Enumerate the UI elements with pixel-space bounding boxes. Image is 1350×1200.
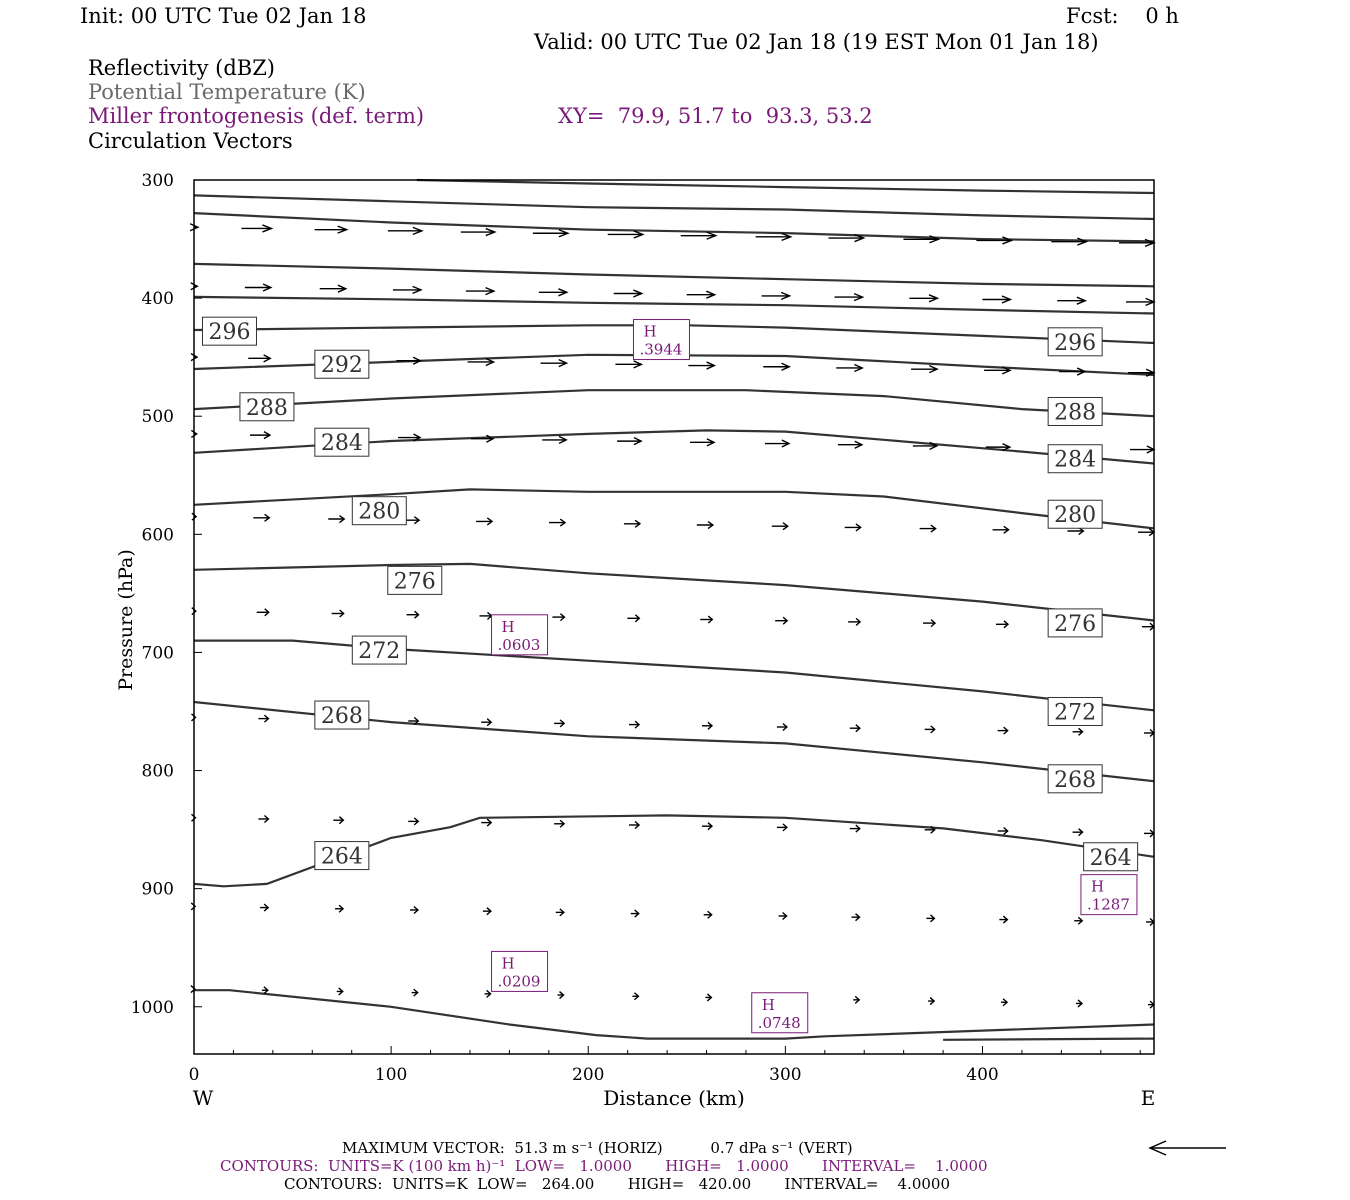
y-tick-label: 500: [141, 407, 174, 428]
wind-vector: [998, 827, 1008, 834]
frontogenesis-max-symbol: H: [501, 954, 515, 973]
wind-vector: [250, 432, 270, 439]
wind-vector: [257, 609, 269, 616]
wind-vector: [925, 726, 935, 733]
contour-label-276: 276: [393, 569, 436, 595]
wind-vector: [1076, 1000, 1082, 1007]
contour-label-272: 272: [358, 639, 401, 665]
wind-vector: [539, 289, 567, 296]
wind-vector: [852, 914, 860, 921]
y-tick-label: 300: [141, 171, 174, 191]
wind-vector: [779, 912, 787, 919]
wind-vector: [554, 720, 564, 727]
contour-label-280: 280: [1054, 503, 1097, 529]
wind-vector: [1059, 368, 1085, 375]
theta-contour-280: [194, 489, 1154, 528]
wind-vector: [1146, 918, 1154, 925]
contour-label-288: 288: [1054, 400, 1097, 426]
wind-vector: [1142, 623, 1154, 630]
wind-vector: [777, 824, 787, 831]
theta-contour-unlabeled-15: [943, 1039, 1154, 1040]
wind-vector: [700, 616, 712, 623]
x-axis-label: Distance (km): [603, 1086, 745, 1110]
cross-section-endpoints: XY= 79.9, 51.7 to 93.3, 53.2: [558, 104, 873, 128]
axes: [131, 171, 1140, 1085]
fronto-contour-info: CONTOURS: UNITS=K (100 km h)⁻¹ LOW= 1.0000 HIGH= 1.0000 INTERVAL= 1.0000: [220, 1157, 988, 1175]
frontogenesis-max-value: .0209: [497, 972, 541, 991]
wind-vector: [999, 916, 1007, 923]
contour-label-296: 296: [208, 320, 251, 346]
theta-contour-unlabeled-9: [194, 990, 1154, 1038]
wind-vector: [396, 357, 420, 364]
wind-vector: [476, 518, 492, 525]
contour-label-280: 280: [358, 499, 401, 525]
wind-vector: [629, 721, 639, 728]
wind-vector: [1148, 1001, 1154, 1008]
wind-vector: [1057, 297, 1085, 304]
contour-label-296: 296: [1054, 330, 1097, 356]
y-tick-label: 1000: [130, 997, 174, 1018]
max-vector-arrow-icon: [1150, 1141, 1226, 1155]
theta-contour-288: [194, 390, 1154, 416]
valid-time: Valid: 00 UTC Tue 02 Jan 18 (19 EST Mon 01 Jan 18): [534, 30, 1099, 54]
wind-vector: [410, 906, 418, 913]
wind-vector: [554, 820, 564, 827]
contour-label-264: 264: [1089, 845, 1132, 871]
wind-vector: [253, 514, 269, 521]
y-tick-label: 700: [141, 643, 174, 664]
wind-vector: [614, 290, 642, 297]
wind-vector: [258, 815, 268, 822]
wind-vector: [923, 620, 935, 627]
wind-vector: [466, 288, 494, 295]
wind-vector: [461, 229, 495, 236]
contour-label-284: 284: [1054, 447, 1097, 473]
wind-vector: [848, 618, 860, 625]
wind-vector: [1001, 999, 1007, 1006]
wind-vector: [765, 440, 789, 447]
wind-vector: [690, 439, 714, 446]
wind-vector: [687, 291, 715, 298]
wind-vector: [627, 615, 639, 622]
y-tick-label: 800: [141, 761, 174, 782]
frontogenesis-max-symbol: H: [1090, 877, 1105, 896]
frontogenesis-max-symbol: H: [643, 322, 657, 341]
wind-vector: [836, 364, 862, 371]
wind-vector: [624, 520, 640, 527]
legend-reflectivity: Reflectivity (dBZ): [88, 56, 276, 80]
wind-vector: [608, 231, 643, 238]
wind-vector: [775, 617, 787, 624]
wind-vector: [315, 226, 347, 233]
frontogenesis-max-value: .0603: [497, 635, 541, 654]
theta-contour-276: [194, 564, 1154, 621]
wind-vector: [704, 911, 712, 918]
wind-vector: [541, 360, 567, 367]
frontogenesis-max-symbol: H: [501, 617, 515, 636]
legend-circulation-vectors: Circulation Vectors: [88, 129, 293, 153]
wind-vector: [705, 994, 711, 1001]
x-tick-label: 200: [572, 1065, 605, 1085]
theta-contour-272: [194, 641, 1154, 711]
x-tick-label: 400: [966, 1065, 999, 1085]
contour-label-268: 268: [320, 704, 363, 730]
contour-label-292: 292: [320, 353, 363, 379]
wind-vector: [845, 524, 861, 531]
wind-vector: [632, 993, 638, 1000]
wind-vector: [337, 988, 343, 995]
wind-vector: [332, 610, 344, 617]
contour-label-264: 264: [320, 844, 363, 870]
west-label: W: [192, 1086, 214, 1110]
contour-label-288: 288: [245, 395, 288, 421]
wind-vector: [245, 284, 271, 291]
east-label: E: [1140, 1086, 1156, 1110]
wind-vector: [756, 233, 791, 240]
wind-vector: [479, 612, 491, 619]
wind-vector: [388, 227, 422, 234]
wind-vector: [1144, 729, 1154, 736]
wind-vector: [1074, 917, 1082, 924]
wind-vector: [483, 908, 491, 915]
wind-vector: [762, 292, 790, 299]
wind-vector: [697, 522, 713, 529]
y-tick-label: 400: [141, 289, 174, 310]
max-vector-info: MAXIMUM VECTOR: 51.3 m s⁻¹ (HORIZ) 0.7 dPa s⁻¹ (VERT): [342, 1139, 853, 1157]
theta-contours: [194, 180, 1154, 1040]
wind-vector: [835, 294, 863, 301]
wind-vector: [615, 361, 641, 368]
wind-vector: [772, 523, 788, 530]
wind-vector: [481, 819, 491, 826]
wind-vector: [1130, 446, 1154, 453]
wind-vector: [982, 296, 1010, 303]
wind-vector: [533, 230, 568, 237]
forecast-hour: Fcst: 0 h: [1066, 4, 1179, 28]
init-time: Init: 00 UTC Tue 02 Jan 18: [80, 4, 367, 28]
wind-vector: [248, 355, 270, 362]
wind-vector: [241, 225, 271, 232]
wind-vector: [1126, 298, 1154, 305]
y-tick-label: 600: [141, 525, 174, 546]
contour-label-272: 272: [1054, 700, 1097, 726]
theta-contour-unlabeled-11: [194, 213, 1154, 241]
wind-vector: [542, 436, 566, 443]
wind-vector: [850, 825, 860, 832]
wind-vector: [998, 727, 1008, 734]
x-tick-label: 0: [188, 1065, 200, 1085]
wind-vector: [763, 363, 789, 370]
wind-vector: [558, 992, 564, 999]
wind-vector: [850, 725, 860, 732]
wind-vector: [556, 909, 564, 916]
wind-vector: [320, 285, 346, 292]
theta-contour-info: CONTOURS: UNITS=K LOW= 264.00 HIGH= 420.00 INTERVAL= 4.0000: [284, 1175, 950, 1193]
wind-vector: [617, 438, 641, 445]
wind-vector: [552, 614, 564, 621]
wind-vector: [838, 441, 862, 448]
wind-vector: [631, 910, 639, 917]
contour-label-284: 284: [320, 431, 363, 457]
frontogenesis-max-value: .3944: [639, 340, 683, 359]
legend-frontogenesis: Miller frontogenesis (def. term): [88, 104, 425, 128]
wind-vector: [260, 904, 268, 911]
wind-vector: [911, 366, 937, 373]
theta-contour-unlabeled-14: [417, 180, 1154, 193]
wind-vector: [777, 723, 787, 730]
x-tick-label: 300: [769, 1065, 802, 1085]
wind-vector: [1073, 829, 1083, 836]
frontogenesis-max-value: .0748: [757, 1013, 801, 1032]
theta-contour-unlabeled-10: [194, 195, 1154, 219]
legend-potential-temperature: Potential Temperature (K): [88, 80, 366, 104]
wind-vector: [702, 823, 712, 830]
y-axis-label: Pressure (hPa): [115, 549, 137, 691]
wind-vector: [328, 516, 344, 523]
wind-vector: [681, 232, 716, 239]
wind-vector: [407, 611, 419, 618]
wind-vector: [993, 526, 1009, 533]
contour-label-276: 276: [1054, 611, 1097, 637]
wind-vector: [928, 998, 934, 1005]
wind-vector: [393, 286, 421, 293]
wind-vector: [688, 362, 714, 369]
wind-vector: [408, 818, 418, 825]
x-tick-label: 100: [374, 1065, 408, 1085]
wind-vector: [909, 295, 937, 302]
wind-vector: [549, 519, 565, 526]
wind-vector: [920, 525, 936, 532]
wind-vector: [629, 821, 639, 828]
wind-vector: [702, 722, 712, 729]
theta-contour-unlabeled-12: [194, 264, 1154, 286]
wind-vector: [926, 915, 934, 922]
wind-vector: [258, 715, 268, 722]
wind-vector: [471, 435, 493, 442]
wind-vector: [996, 621, 1008, 628]
contour-label-268: 268: [1054, 767, 1097, 793]
wind-vector: [853, 996, 859, 1003]
frontogenesis-max-value: .1287: [1086, 895, 1130, 914]
wind-vector: [333, 817, 343, 824]
wind-vector: [481, 719, 491, 726]
wind-vector: [335, 905, 343, 912]
frontogenesis-max-symbol: H: [761, 995, 775, 1014]
wind-vector: [1144, 830, 1154, 837]
wind-vector: [412, 989, 418, 996]
wind-vector: [485, 990, 491, 997]
wind-vector: [1073, 728, 1083, 735]
y-tick-label: 900: [141, 879, 174, 900]
wind-vector: [1138, 529, 1154, 536]
